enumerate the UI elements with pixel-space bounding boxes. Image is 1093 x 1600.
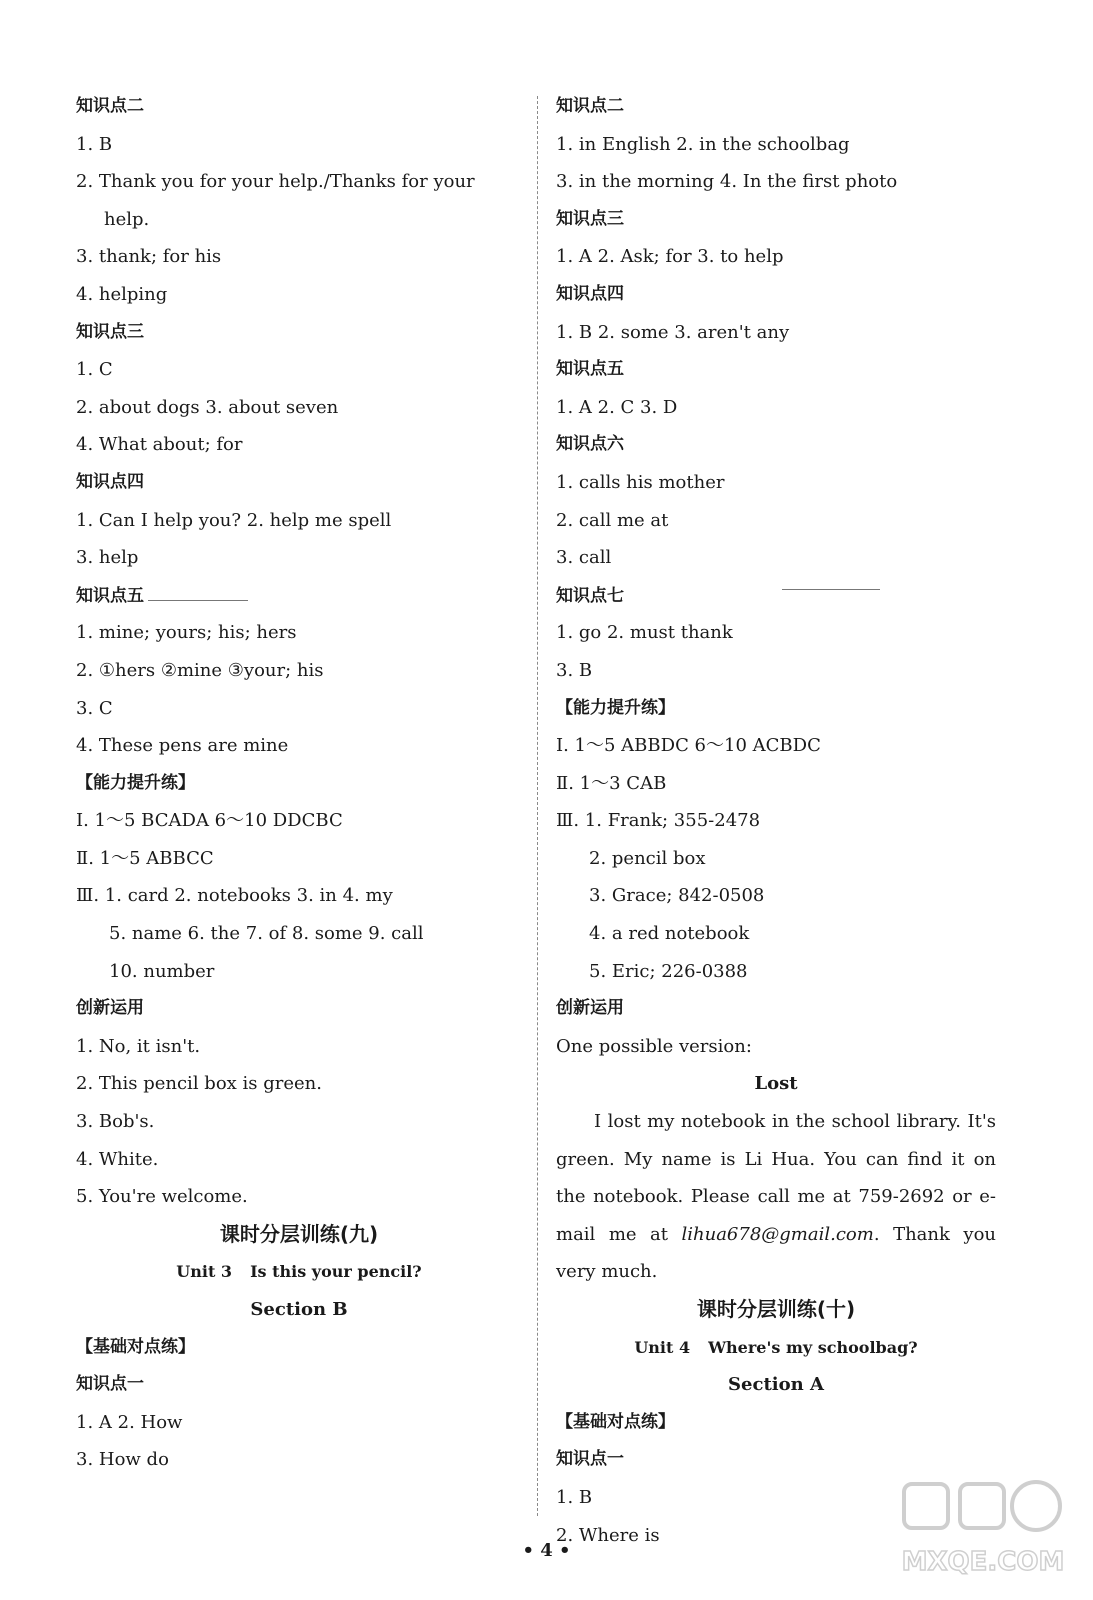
answer-line: 3. B [556, 659, 593, 681]
answer-line: 1. go 2. must thank [556, 622, 733, 644]
section-heading: 【基础对点练】 [556, 1411, 675, 1432]
answer-line: 2. about dogs 3. about seven [76, 396, 339, 418]
answer-line: 2. This pencil box is green. [76, 1073, 322, 1095]
unit-name: Where's my schoolbag? [708, 1337, 918, 1357]
answer-line: 1. Can I help you? 2. help me spell [76, 509, 392, 531]
answer-line: Ⅱ. 1～3 CAB [556, 772, 667, 794]
unit-title [556, 1329, 996, 1367]
underline-mark [148, 600, 248, 601]
answer-line: 3. in the morning 4. In the first photo [556, 171, 898, 193]
answer-line: 5. name 6. the 7. of 8. some 9. call [109, 923, 424, 945]
section-heading: 知识点一 [556, 1449, 624, 1470]
answer-line: 3. C [76, 697, 113, 719]
answer-line: 4. These pens are mine [76, 735, 289, 757]
answer-line: 1. No, it isn't. [76, 1035, 201, 1057]
heading-row [76, 577, 522, 615]
answer-line: 3. Grace; 842-0508 [589, 885, 765, 907]
answer-line: 1. calls his mother [556, 471, 725, 493]
answer-line: help. [104, 208, 150, 230]
answer-line: 1. in English 2. in the schoolbag [556, 133, 850, 155]
unit-number: Unit 3 [176, 1262, 233, 1282]
answer-line: 5. You're welcome. [76, 1186, 248, 1208]
answer-line: One possible version: [556, 1035, 752, 1057]
section-heading: 知识点五 [76, 585, 144, 606]
answer-line: 4. What about; for [76, 434, 243, 456]
answer-line: Ⅱ. 1～5 ABBCC [76, 847, 214, 869]
section-heading: 知识点五 [556, 359, 624, 380]
left-column [76, 88, 522, 1479]
answer-line: 10. number [109, 960, 215, 982]
answer-line: 4. helping [76, 283, 168, 305]
answer-line: 2. Where is [556, 1524, 660, 1546]
answer-line: 3. help [76, 547, 139, 569]
answer-line: 4. White. [76, 1148, 159, 1170]
answer-line: 2. pencil box [589, 847, 706, 869]
section-heading: 【能力提升练】 [76, 772, 195, 793]
section-heading: 创新运用 [76, 998, 144, 1019]
page-number: • 4 • [522, 1540, 571, 1561]
section-heading: 知识点一 [76, 1374, 144, 1395]
section-heading: 【基础对点练】 [76, 1336, 195, 1357]
answer-line: 1. B [556, 1486, 593, 1508]
answer-line: 2. Thank you for your help./Thanks for your [76, 171, 475, 193]
section-heading: 知识点三 [76, 321, 144, 342]
essay-text-end: . Thank you very much. [556, 1223, 996, 1283]
answer-line: 2. call me at [556, 509, 669, 531]
answer-line: 1. A 2. C 3. D [556, 396, 678, 418]
answer-line: 3. How do [76, 1449, 169, 1471]
answer-line: Ⅲ. 1. Frank; 355-2478 [556, 810, 761, 832]
answer-line: 4. a red notebook [589, 923, 750, 945]
column-divider [537, 96, 538, 1516]
answer-line: 5. Eric; 226-0388 [589, 960, 748, 982]
section-title: Section B [250, 1299, 348, 1320]
section-heading: 知识点二 [76, 96, 144, 116]
unit-title [76, 1253, 522, 1291]
answer-line: 1. A 2. How [76, 1411, 183, 1433]
section-heading: 知识点四 [556, 283, 624, 304]
watermark-logo [898, 1476, 1068, 1582]
answer-line: Ⅰ. 1～5 BCADA 6～10 DDCBC [76, 810, 343, 832]
section-heading: 创新运用 [556, 998, 624, 1019]
svg-text:MXQE.COM: MXQE.COM [901, 1547, 1065, 1577]
essay-text: I lost my notebook in the school library. It's green. My name is Li Hua. You can find it on the notebook. Please call me at 759-2692 or e-mail me at [556, 1111, 996, 1245]
unit-number: Unit 4 [634, 1337, 691, 1357]
watermark-seal-icon [898, 1476, 1068, 1582]
section-heading: 知识点六 [556, 434, 624, 455]
unit-name: Is this your pencil? [250, 1262, 422, 1282]
section-heading: 【能力提升练】 [556, 697, 675, 718]
answer-line: Ⅲ. 1. card 2. notebooks 3. in 4. my [76, 885, 393, 907]
lesson-title: 课时分层训练(十) [696, 1297, 856, 1321]
answer-line: 2. ①hers ②mine ③your; his [76, 659, 324, 681]
essay-email: lihua678@gmail.com [681, 1223, 874, 1245]
underline-mark [782, 589, 880, 590]
section-heading: 知识点三 [556, 208, 624, 229]
essay-title: Lost [754, 1073, 798, 1095]
section-title: Section A [728, 1374, 824, 1396]
section-heading: 知识点七 [556, 585, 624, 606]
essay-paragraph [556, 1103, 996, 1291]
answer-line: 3. thank; for his [76, 246, 222, 268]
answer-line: 3. Bob's. [76, 1111, 155, 1133]
answer-line: 1. A 2. Ask; for 3. to help [556, 246, 784, 268]
lesson-title: 课时分层训练(九) [219, 1221, 379, 1246]
answer-line: 1. mine; yours; his; hers [76, 622, 297, 644]
answer-line: 1. B [76, 133, 113, 155]
right-column [556, 88, 996, 1554]
answer-line: Ⅰ. 1～5 ABBDC 6～10 ACBDC [556, 735, 821, 757]
answer-line: 3. call [556, 547, 612, 569]
answer-line: 1. C [76, 359, 113, 381]
section-heading: 知识点四 [76, 471, 144, 492]
section-heading: 知识点二 [556, 96, 624, 116]
answer-line: 1. B 2. some 3. aren't any [556, 321, 790, 343]
heading-row [556, 577, 996, 615]
